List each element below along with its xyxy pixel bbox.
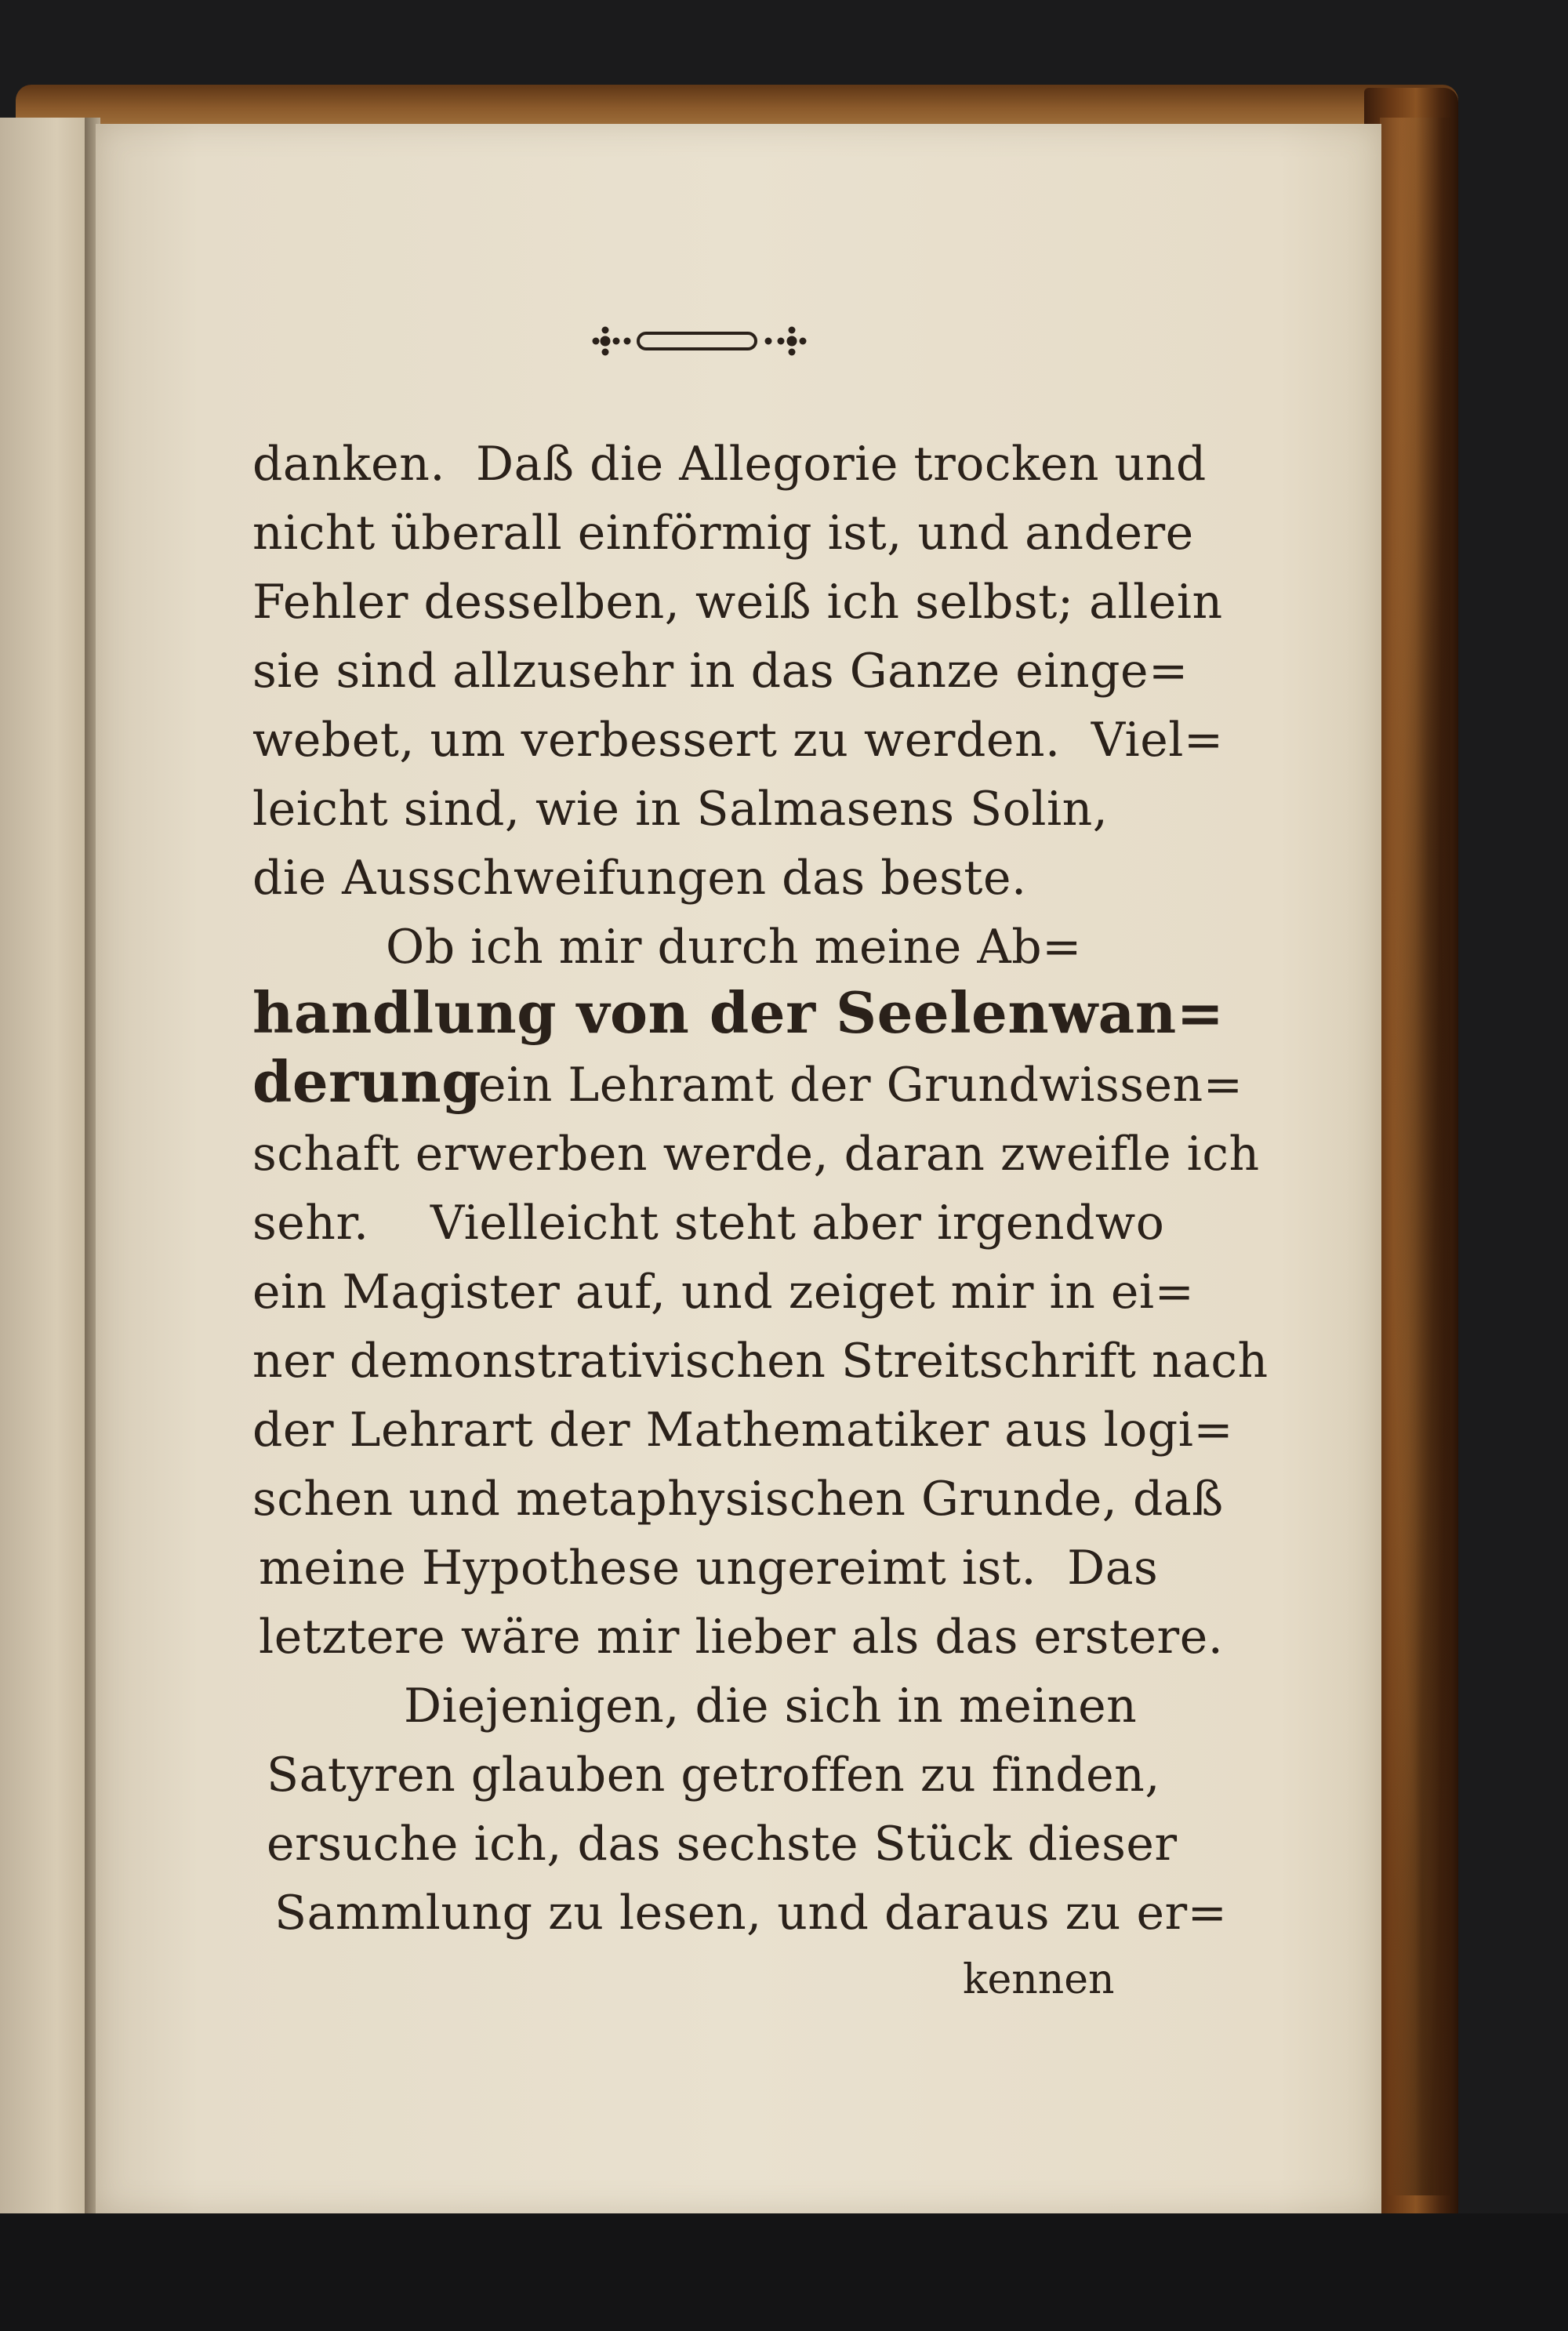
catchword: kennen: [963, 1956, 1115, 2003]
text-line: ersuche ich, das sechste Stück dieser: [267, 1817, 1178, 1872]
text-line: der Lehrart der Mathematiker aus logi=: [252, 1403, 1234, 1458]
text-line: letztere wäre mir lieber als das erstere.: [259, 1610, 1224, 1665]
text-line: ner demonstrativischen Streitschrift nach: [252, 1334, 1269, 1389]
text-line: Ob ich mir durch meine Ab=: [386, 920, 1082, 975]
text-line: schen und metaphysischen Grunde, daß: [252, 1472, 1224, 1527]
text-line: sie sind allzusehr in das Ganze einge=: [252, 644, 1189, 699]
text-line: Sammlung zu lesen, und daraus zu er=: [274, 1886, 1228, 1941]
text-line: leicht sind, wie in Salmasens Solin,: [252, 782, 1109, 837]
text-line: meine Hypothese ungereimt ist. Das: [259, 1541, 1159, 1596]
text-line: die Ausschweifungen das beste.: [252, 851, 1027, 906]
text-line: sehr. Vielleicht steht aber irgendwo: [252, 1196, 1165, 1251]
text-line-bold: handlung von der Seelenwan=: [252, 979, 1225, 1046]
text-line: schaft erwerben werde, daran zweifle ich: [252, 1127, 1260, 1182]
text-line: danken. Daß die Allegorie trocken und: [252, 437, 1207, 492]
text-line: Satyren glauben getroffen zu finden,: [267, 1748, 1160, 1803]
text-line: ein Lehramt der Grundwissen=: [478, 1058, 1243, 1113]
text-line: webet, um verbessert zu werden. Viel=: [252, 713, 1224, 768]
text-line: Diejenigen, die sich in meinen: [404, 1679, 1138, 1734]
text-line-bold: derung: [252, 1048, 482, 1115]
text-line: nicht überall einförmig ist, und andere: [252, 506, 1194, 561]
text-line: ein Magister auf, und zeiget mir in ei=: [252, 1265, 1195, 1320]
text-line: Fehler desselben, weiß ich selbst; allein: [252, 575, 1223, 630]
scan-background-bottom: [0, 2213, 1568, 2331]
